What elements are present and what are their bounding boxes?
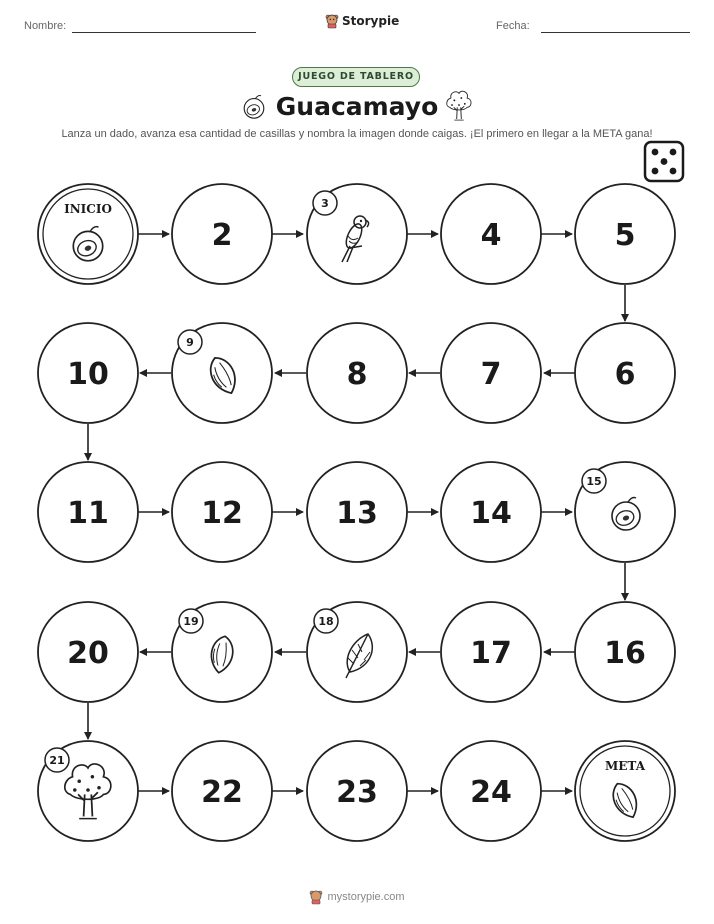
- board-square[interactable]: [38, 602, 138, 702]
- brand-name: Storypie: [342, 14, 400, 28]
- board-square[interactable]: [172, 741, 272, 841]
- square-number: 6: [614, 357, 636, 392]
- board-square[interactable]: [38, 323, 138, 423]
- square-number: 8: [346, 357, 368, 392]
- board-square-picture[interactable]: [575, 462, 675, 562]
- square-number-badge: 18: [318, 615, 334, 628]
- board-square[interactable]: [38, 462, 138, 562]
- game-type-badge: JUEGO DE TABLERO: [292, 67, 420, 87]
- board-square-start[interactable]: [38, 184, 138, 284]
- square-number: 24: [470, 775, 512, 810]
- page-title: Guacamayo: [275, 92, 439, 121]
- board-square-picture[interactable]: [307, 184, 407, 284]
- board-square[interactable]: [575, 602, 675, 702]
- square-number: 7: [480, 357, 502, 392]
- square-number-badge: 3: [321, 197, 329, 210]
- instructions: Lanza un dado, avanza esa cantidad de casillas y nombra la imagen donde caigas. ¡El primero en llegar a la META gana!: [61, 128, 653, 140]
- bear-mascot-icon: [309, 889, 323, 905]
- tree-icon: [447, 91, 471, 120]
- start-label: INICIO: [64, 202, 112, 216]
- board-square[interactable]: [172, 462, 272, 562]
- square-number-badge: 21: [49, 754, 65, 767]
- board-square-picture[interactable]: [172, 323, 272, 423]
- name-label: Nombre:: [24, 20, 67, 32]
- square-number: 12: [201, 496, 243, 531]
- square-number: 23: [336, 775, 378, 810]
- square-number: 5: [614, 218, 636, 253]
- footer: [0, 889, 714, 905]
- square-number-badge: 15: [586, 475, 602, 488]
- board-square-picture[interactable]: [172, 602, 272, 702]
- board-square[interactable]: [575, 184, 675, 284]
- square-number: 16: [604, 636, 646, 671]
- square-number: 22: [201, 775, 243, 810]
- board-square-finish[interactable]: [575, 741, 675, 841]
- board-square[interactable]: [441, 602, 541, 702]
- date-label: Fecha:: [496, 20, 530, 32]
- board-square[interactable]: [441, 462, 541, 562]
- square-number: 4: [480, 218, 502, 253]
- board-square[interactable]: [307, 462, 407, 562]
- board-square[interactable]: [575, 323, 675, 423]
- plum-icon: [244, 95, 264, 118]
- square-number: 11: [67, 496, 109, 531]
- square-number-badge: 9: [186, 336, 194, 349]
- board-square[interactable]: [307, 741, 407, 841]
- board-square[interactable]: [441, 323, 541, 423]
- board-square-picture[interactable]: [38, 741, 138, 841]
- square-number: 17: [470, 636, 512, 671]
- board-square[interactable]: [172, 184, 272, 284]
- square-number: 13: [336, 496, 378, 531]
- square-number: 20: [67, 636, 109, 671]
- square-number: 10: [67, 357, 109, 392]
- board-square[interactable]: [307, 323, 407, 423]
- square-number-badge: 19: [183, 615, 199, 628]
- board-square-picture[interactable]: [307, 602, 407, 702]
- finish-label: META: [604, 759, 646, 773]
- square-number: 2: [211, 218, 233, 253]
- square-number: 14: [470, 496, 512, 531]
- board-square[interactable]: [441, 184, 541, 284]
- board-square[interactable]: [441, 741, 541, 841]
- footer-url[interactable]: mystorypie.com: [327, 891, 405, 903]
- dice-five-icon: [645, 142, 683, 181]
